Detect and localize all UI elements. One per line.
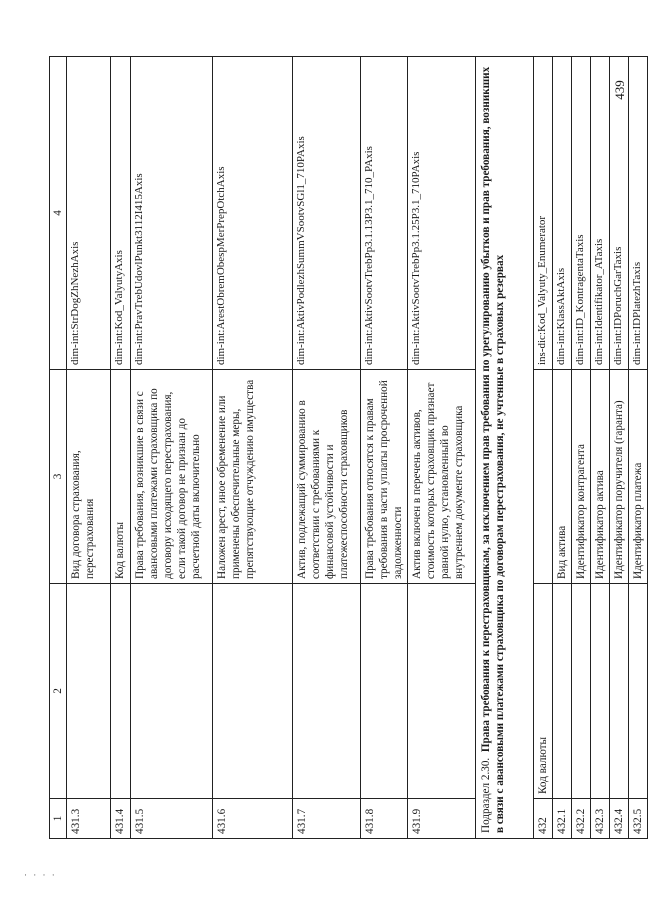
row-name [293,584,361,799]
row-number: 432.5 [629,799,648,839]
header-col-1: 1 [50,799,67,839]
row-code: ins-dic:Kod_Valyuty_Enumerator [534,57,553,370]
table-row [610,57,629,839]
row-code: dim-int:Kod_ValyutyAxis [111,57,131,370]
table-row [293,57,361,839]
header-col-2: 2 [50,584,67,799]
row-name [408,584,476,799]
row-code: dim-int:StrDogZhNezhAxis [67,57,111,370]
row-description: Права требования, возникшие в связи с авансовыми платежами страховщика по договору исходящего перестрахования, если такой договор не признан до расчетной даты включительно [131,370,213,584]
row-code: dim-int:IDPlatezhTaxis [629,57,648,370]
row-name: Код валюты [534,584,553,799]
row-code: dim-int:AktivPodlezhSummVSootvSGl1_710PAxis [293,57,361,370]
table-row [534,57,553,839]
row-code: dim-int:ID_KontragentaTaxis [572,57,591,370]
table-row [213,57,293,839]
row-description: Права требования относятся к правам требования в части уплаты просроченной задолженности [361,370,408,584]
table-row [408,57,476,839]
row-name [629,584,648,799]
table-row [591,57,610,839]
row-number: 431.8 [361,799,408,839]
row-code: dim-int:KlassAktAxis [553,57,572,370]
row-number: 432 [534,799,553,839]
section-title: Права требования к перестраховщикам, за исключением прав требования по урегулированию убытков и прав требования, возникших в связи с авансовыми платежами страховщика по договорам перестрахования, не учтенные в страховых резервах [480,66,506,833]
row-name [213,584,293,799]
table-row [131,57,213,839]
row-code: dim-int:PravTrebUdovlPunkt3112I415Axis [131,57,213,370]
row-name [67,584,111,799]
row-code: dim-int:AktivSootvTrebPp3.1.13P3.1_710_PAxis [361,57,408,370]
row-code: dim-int:ArestObremObespMerPrepOtchAxis [213,57,293,370]
row-name [553,584,572,799]
header-col-4: 4 [50,57,67,370]
section-row [476,57,534,839]
row-name [111,584,131,799]
row-number: 431.6 [213,799,293,839]
row-description [534,370,553,584]
row-code: dim-int:Identifikator_ATaxis [591,57,610,370]
table-row [111,57,131,839]
row-description: Код валюты [111,370,131,584]
row-name [610,584,629,799]
header-col-3: 3 [50,370,67,584]
row-number: 431.4 [111,799,131,839]
table-row [572,57,591,839]
table-row [361,57,408,839]
row-description: Идентификатор платежа [629,370,648,584]
row-description: Актив включен в перечень активов, стоимость которых страховщик признает равной нулю, установленный во внутреннем документе страховщика [408,370,476,584]
row-number: 432.1 [553,799,572,839]
row-number: 431.5 [131,799,213,839]
row-name [591,584,610,799]
row-description: Идентификатор контрагента [572,370,591,584]
row-number: 432.3 [591,799,610,839]
row-number: 432.4 [610,799,629,839]
row-description: Вид договора страхования, перестрахования [67,370,111,584]
row-name [131,584,213,799]
row-description: Наложен арест, иное обременение или применены обеспечительные меры, препятствующие отчуждению имущества [213,370,293,584]
table-row [629,57,648,839]
row-number: 431.7 [293,799,361,839]
table-row [67,57,111,839]
row-number: 431.3 [67,799,111,839]
row-description: Актив, подлежащий суммированию в соответствии с требованиями к финансовой устойчивости и платежеспособности страховщиков [293,370,361,584]
row-code: dim-int:IDPoruchGarTaxis [610,57,629,370]
section-heading [476,57,534,839]
row-number: 431.9 [408,799,476,839]
row-description: Вид актива [553,370,572,584]
header-row [50,57,67,839]
row-name [361,584,408,799]
section-prefix: Подраздел 2.30. [480,757,492,833]
attribute-table [49,56,648,839]
footer-marks: · · · · [24,870,57,880]
row-number: 432.2 [572,799,591,839]
row-name [572,584,591,799]
row-description: Идентификатор поручителя (гаранта) [610,370,629,584]
row-description: Идентификатор актива [591,370,610,584]
row-code: dim-int:AktivSootvTrebPp3.1.25P3.1_710PAxis [408,57,476,370]
table-row [553,57,572,839]
page-number: 439 [612,80,627,100]
